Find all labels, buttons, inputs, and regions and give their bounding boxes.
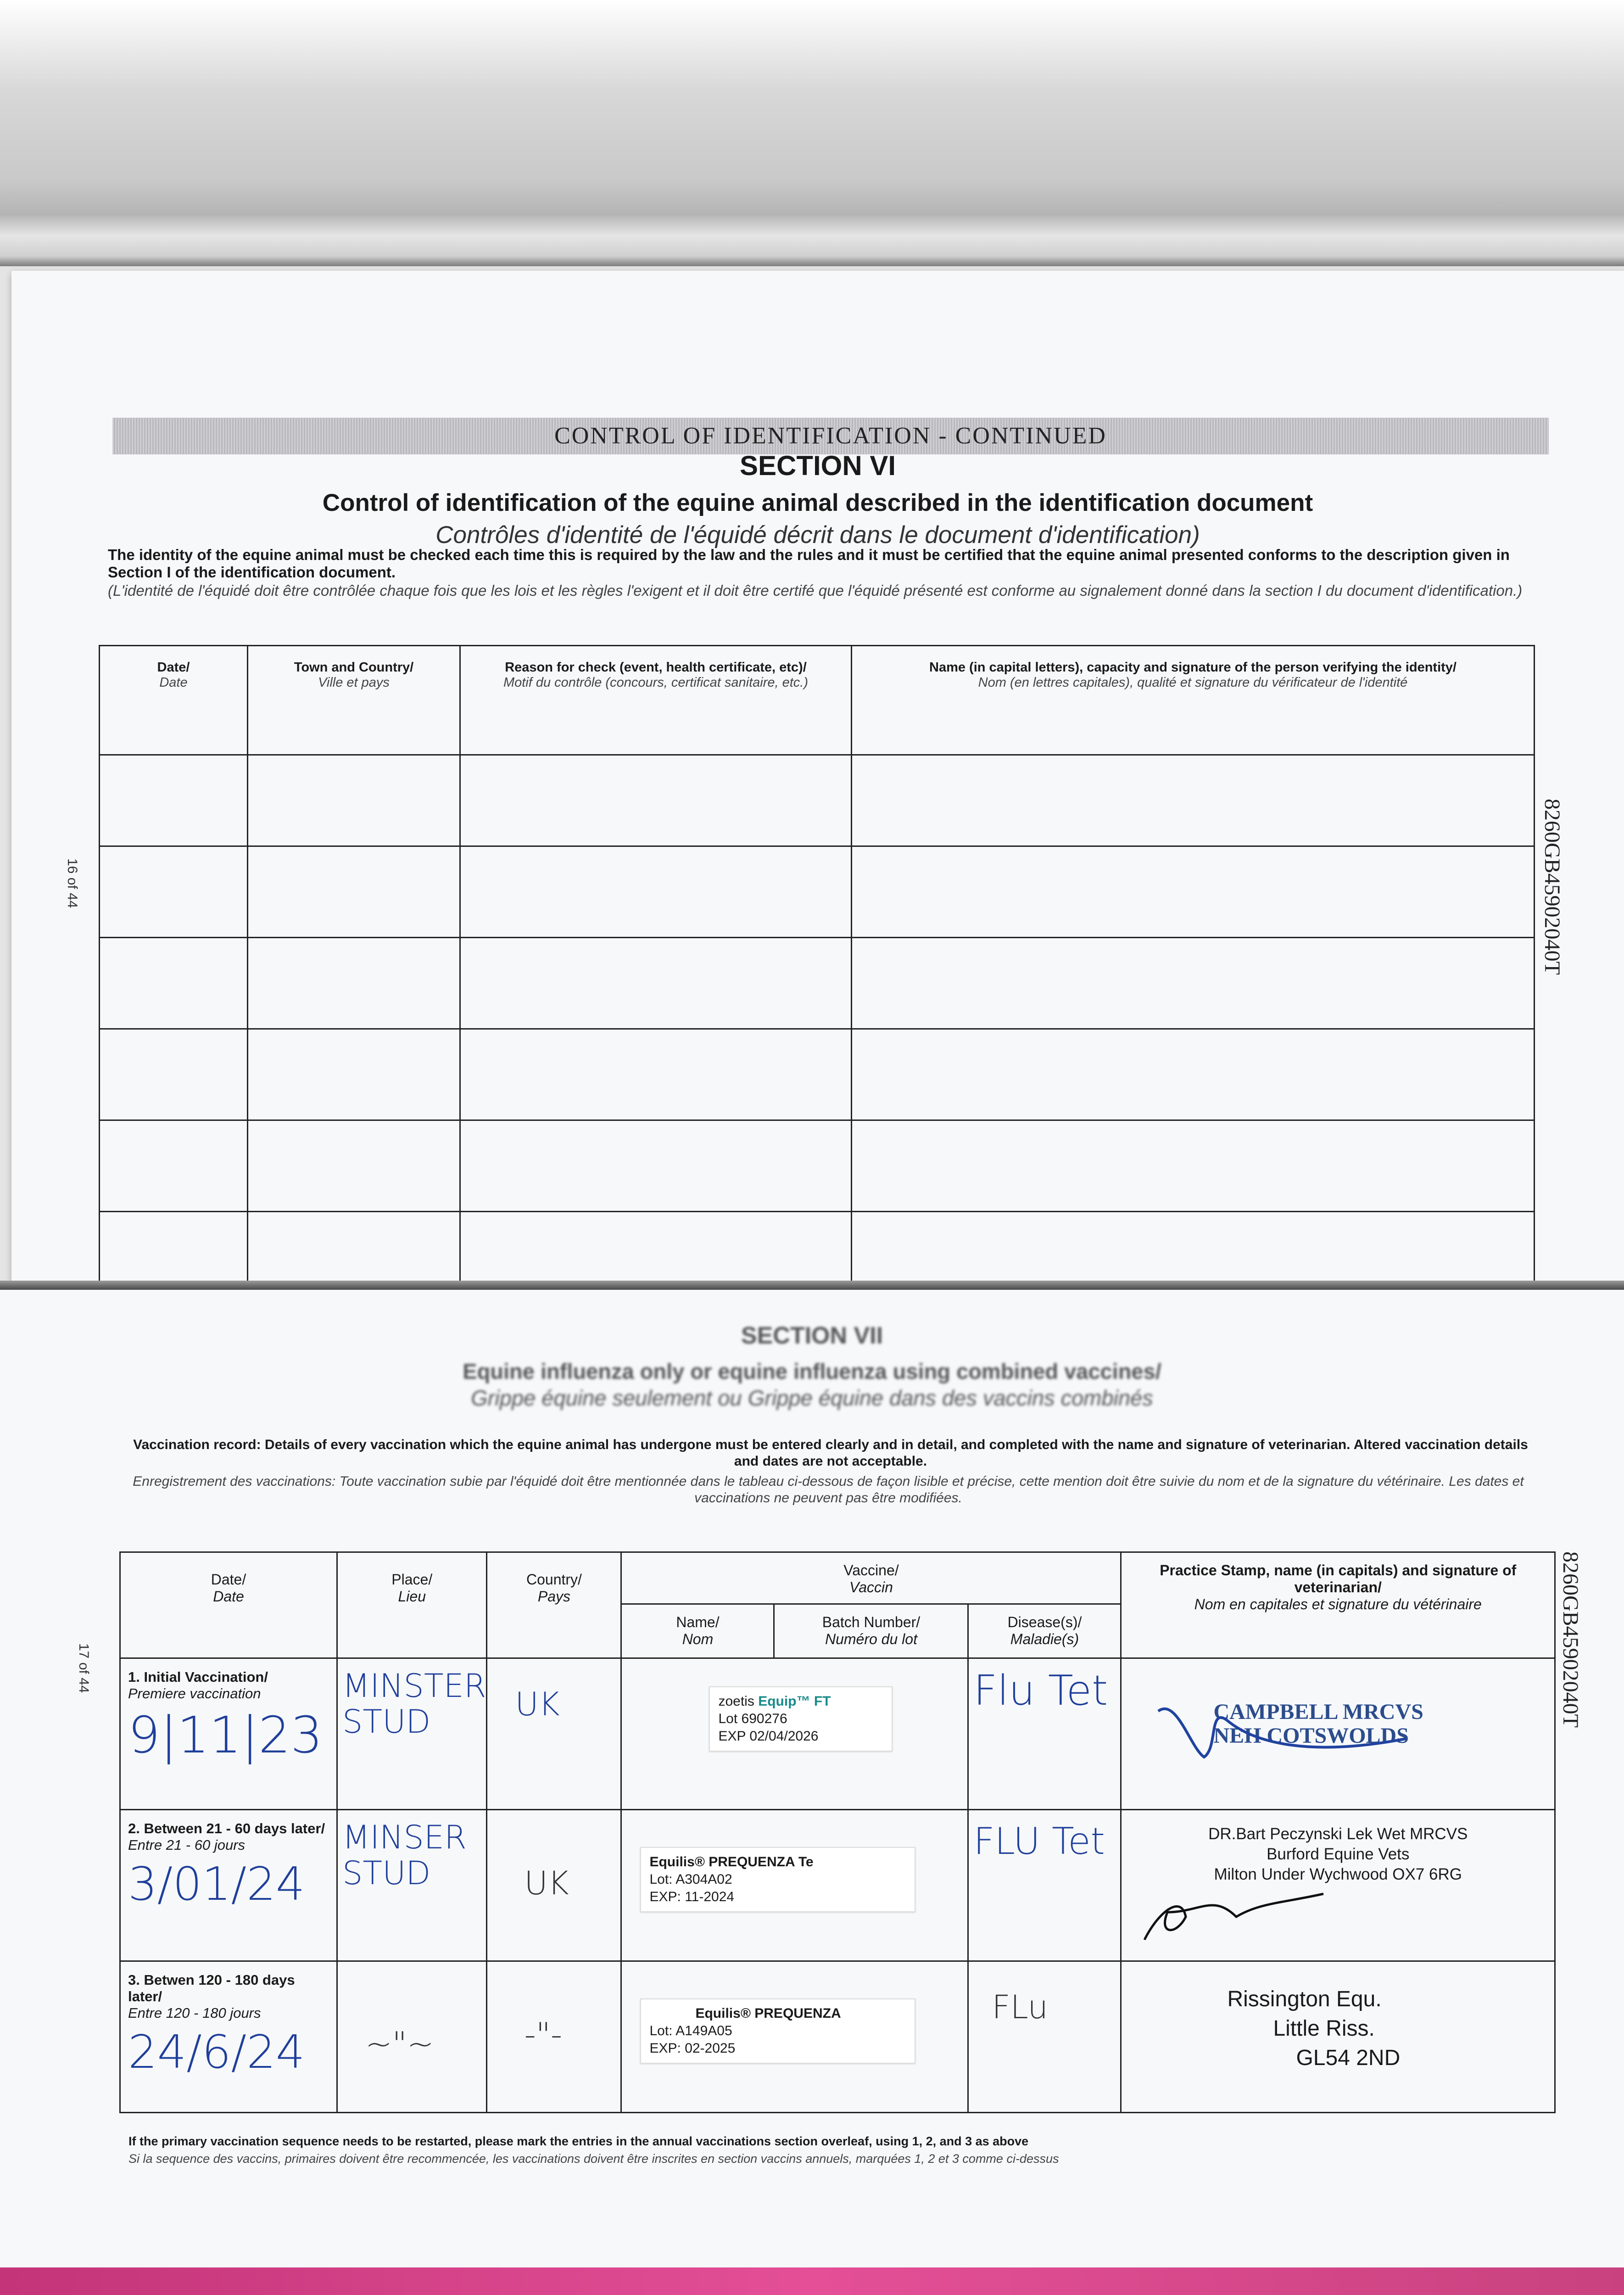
vet-stamp-cell	[1121, 1810, 1555, 1961]
passport-page-17	[0, 1290, 1624, 2267]
reason-cell[interactable]	[460, 755, 852, 846]
column-header-country: Country/ Pays	[487, 1552, 621, 1658]
table-row	[120, 1658, 1555, 1810]
handwritten-country: UK	[515, 1685, 560, 1723]
verifier-cell[interactable]	[852, 846, 1535, 938]
section-subtitle-fr: Contrôles d'identité de l'équidé décrit dans le document d'identification)	[435, 521, 1200, 549]
vet-name: DR.Bart Peczynski Lek Wet MRCVS	[1208, 1825, 1468, 1843]
handwritten-disease: FLU Tet	[973, 1820, 1105, 1863]
practice-location: Little Riss.	[1273, 2016, 1375, 2041]
table-row	[120, 1810, 1555, 1961]
lot-number: 690276	[741, 1711, 787, 1726]
date-cell[interactable]	[100, 1029, 248, 1120]
product-name: Equilis® PREQUENZA Te	[649, 1854, 814, 1870]
table-header-row	[120, 1552, 1555, 1604]
verifier-cell[interactable]	[852, 755, 1535, 846]
section-subtitle-fr: Grippe équine seulement ou Grippe équine dans des vaccins combinés	[471, 1386, 1153, 1410]
town-cell[interactable]	[248, 1029, 460, 1120]
identification-check-table	[99, 645, 1535, 1304]
practice-name: Burford Equine Vets	[1267, 1845, 1410, 1863]
lot-number: A304A02	[675, 1872, 732, 1887]
column-header-vet: Practice Stamp, name (in capitals) and signature of veterinarian/ Nom en capitales et signature du vétérinaire	[1121, 1552, 1555, 1658]
column-header-verifier: Name (in capital letters), capacity and signature of the person verifying the identity/ Nom (en lettres capitales), qualité et signature du vérificateur de l'identité	[852, 646, 1535, 755]
disease-cell	[968, 1810, 1121, 1961]
section-title: SECTION VI	[739, 450, 896, 481]
vaccination-record-table	[119, 1551, 1556, 2113]
table-row	[120, 1961, 1555, 2113]
table-row	[100, 846, 1535, 938]
vet-stamp-cell	[1121, 1961, 1555, 2113]
page-number: 17 of 44	[76, 1643, 91, 1693]
reason-cell[interactable]	[460, 846, 852, 938]
verifier-cell[interactable]	[852, 1120, 1535, 1212]
column-header-disease: Disease(s)/ Maladie(s)	[968, 1604, 1121, 1658]
handwritten-date: 3/01/24	[128, 1857, 305, 1911]
document-reference: 8260GB45902040T	[1558, 1551, 1583, 1728]
vaccine-sticker-cell	[621, 1810, 968, 1961]
vet-stamp-cell	[1121, 1658, 1555, 1810]
practice-postcode: GL54 2ND	[1296, 2046, 1401, 2070]
place-cell	[337, 1961, 487, 2113]
column-header-vaccine-name: Name/ Nom	[621, 1604, 774, 1658]
section-banner: CONTROL OF IDENTIFICATION - CONTINUED	[112, 418, 1549, 454]
vet-signature	[1131, 1885, 1406, 1949]
vaccination-stage-cell: 1. Initial Vaccination/ Premiere vaccination 9|11|23	[120, 1658, 337, 1810]
town-cell[interactable]	[248, 755, 460, 846]
intro-text-en: The identity of the equine animal must be checked each time this is required by the law and the rules and it must be certified that the equine animal presented conforms to the description given in Section I of the identification document.	[108, 546, 1510, 581]
vaccination-stage-cell: 2. Between 21 - 60 days later/ Entre 21 - 60 jours 3/01/24	[120, 1810, 337, 1961]
table-header-row	[100, 646, 1535, 755]
passport-page-16	[11, 271, 1624, 1285]
vet-stamp: CAMPBELL MRCVS NEH COTSWOLDS	[1213, 1700, 1423, 1748]
vaccine-sticker: Equilis® PREQUENZA Te Lot: A304A02 EXP: 11-2024	[640, 1847, 915, 1912]
footnote-en: If the primary vaccination sequence needs to be restarted, please mark the entries in the annual vaccinations section overleaf, using 1, 2, and 3 as above	[128, 2134, 1029, 2148]
town-cell[interactable]	[248, 846, 460, 938]
product-name: Equilis® PREQUENZA	[695, 2006, 841, 2021]
place-cell	[337, 1658, 487, 1810]
table-row	[100, 938, 1535, 1029]
handwritten-date: 9|11|23	[128, 1706, 323, 1764]
reason-cell[interactable]	[460, 1029, 852, 1120]
column-header-place: Place/ Lieu	[337, 1552, 487, 1658]
disease-cell	[968, 1658, 1121, 1810]
column-header-batch: Batch Number/ Numéro du lot	[774, 1604, 968, 1658]
reason-cell[interactable]	[460, 938, 852, 1029]
date-cell[interactable]	[100, 846, 248, 938]
zoetis-logo: zoetis	[718, 1694, 754, 1709]
vaccine-sticker: Equilis® PREQUENZA Lot: A149A05 EXP: 02-2025	[640, 1998, 915, 2064]
table-row	[100, 1120, 1535, 1212]
handwritten-date: 24/6/24	[128, 2025, 305, 2079]
town-cell[interactable]	[248, 938, 460, 1029]
column-header-date: Date/ Date	[100, 646, 248, 755]
date-cell[interactable]	[100, 1120, 248, 1212]
vaccination-stage-cell: 3. Betwen 120 - 180 days later/ Entre 120 - 180 jours 24/6/24	[120, 1961, 337, 2113]
reason-cell[interactable]	[460, 1120, 852, 1212]
product-name: Equip™ FT	[758, 1694, 831, 1709]
vaccine-sticker-cell	[621, 1658, 968, 1810]
passport-cover-edge	[0, 2267, 1624, 2295]
handwritten-disease: FLu	[992, 1988, 1048, 2026]
practice-address: Milton Under Wychwood OX7 6RG	[1214, 1865, 1462, 1883]
verifier-cell[interactable]	[852, 1029, 1535, 1120]
section-subtitle-en: Control of identification of the equine animal described in the identification document	[322, 489, 1313, 516]
lot-number: A149A05	[675, 2023, 732, 2038]
table-row	[100, 755, 1535, 846]
handwritten-place: MINSER STUD	[342, 1819, 467, 1892]
place-cell	[337, 1810, 487, 1961]
date-cell[interactable]	[100, 938, 248, 1029]
handwritten-country: UK	[524, 1864, 569, 1902]
country-cell	[487, 1810, 621, 1961]
plastic-sleeve-edge	[0, 216, 1624, 266]
handwritten-country-ditto: -"-	[524, 2016, 563, 2054]
section-subtitle-en: Equine influenza only or equine influenza using combined vaccines/	[463, 1359, 1161, 1383]
disease-cell	[968, 1961, 1121, 2113]
handwritten-place-ditto: ~"~	[365, 2025, 434, 2063]
vaccine-sticker: zoetis Equip™ FT Lot 690276 EXP 02/04/2026	[709, 1686, 893, 1752]
section-title: SECTION VII	[741, 1322, 883, 1349]
verifier-cell[interactable]	[852, 938, 1535, 1029]
handwritten-disease: Flu Tet	[973, 1667, 1108, 1715]
country-cell	[487, 1658, 621, 1810]
column-header-reason: Reason for check (event, health certificate, etc)/ Motif du contrôle (concours, certificat sanitaire, etc.)	[460, 646, 852, 755]
practice-name: Rissington Equ.	[1227, 1987, 1382, 2011]
vaccine-sticker-cell	[621, 1961, 968, 2113]
vaccination-intro-en: Vaccination record: Details of every vaccination which the equine animal has undergone must be entered clearly and in detail, and completed with the name and signature of veterinarian. Altered vaccination details and dates are not acceptable.	[133, 1437, 1528, 1469]
document-reference: 8260GB45902040T	[1540, 799, 1564, 975]
column-header-date: Date/ Date	[120, 1552, 337, 1658]
intro-text-fr: (L'identité de l'équidé doit être contrôlée chaque fois que les lois et les règles l'exigent et il doit être certifé que l'équidé présenté est conforme au signalement donné dans la section I du document d'identification.)	[108, 582, 1523, 599]
vaccination-intro-fr: Enregistrement des vaccinations: Toute vaccination subie par l'équidé doit être mentionnée dans le tableau ci-dessous de façon lisible et précise, cette mention doit être suivie du nom et de la signature du vétérinaire. Les dates et vaccinations ne peuvent pas être modifiées.	[133, 1474, 1524, 1506]
expiry-date: 11-2024	[685, 1889, 735, 1904]
town-cell[interactable]	[248, 1120, 460, 1212]
column-header-town-country: Town and Country/ Ville et pays	[248, 646, 460, 755]
expiry-date: 02-2025	[685, 2041, 736, 2056]
date-cell[interactable]	[100, 755, 248, 846]
table-row	[100, 1029, 1535, 1120]
page-number: 16 of 44	[65, 858, 80, 908]
footnote-fr: Si la sequence des vaccins, primaires doivent être recommencée, les vaccinations doivent être inscrites en section vaccins annuels, marquées 1, 2 et 3 comme ci-dessus	[128, 2152, 1059, 2166]
country-cell	[487, 1961, 621, 2113]
expiry-date: 02/04/2026	[749, 1729, 819, 1744]
handwritten-place: MINSTER STUD	[342, 1667, 486, 1741]
column-header-vaccine: Vaccine/ Vaccin	[621, 1552, 1121, 1604]
